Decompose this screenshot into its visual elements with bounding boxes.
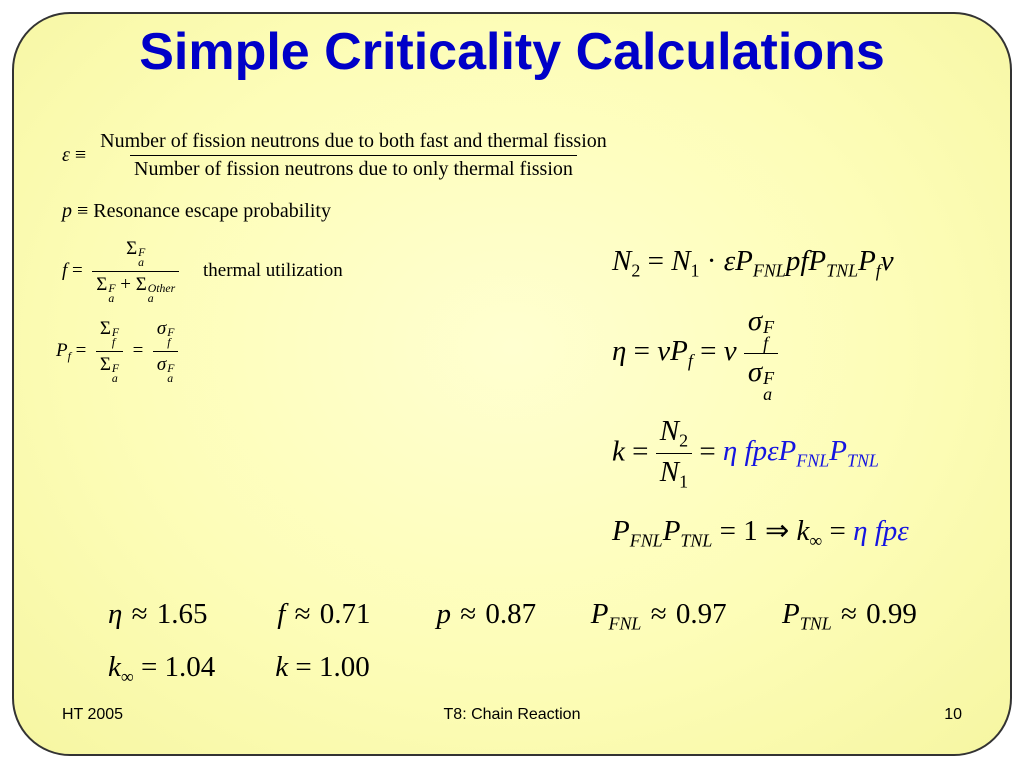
n2-equation: $N_2 = N_1 \cdot \varepsilon P_{FNL}pfP_{TNL}P_f\nu$ xyxy=(612,245,894,281)
footer-center: T8: Chain Reaction xyxy=(443,706,581,723)
result-k: k = 1.00 xyxy=(275,651,370,683)
epsilon-numerator: Number of fission neutrons due to both fast and thermal fission xyxy=(100,130,607,152)
eta-equation: $\eta = \nu P_f = \nu$ σ F f σ F a xyxy=(612,305,778,402)
f-fraction: Σ F a Σ F a + Σ Other a xyxy=(92,238,179,305)
p-definition-text: Resonance escape probability xyxy=(93,200,331,222)
pf-fraction-sigma: Σ F f Σ F a xyxy=(96,318,123,385)
epsilon-denominator: Number of fission neutrons due to only thermal fission xyxy=(130,155,577,181)
pf-fraction-xs: σ F f σ F a xyxy=(153,318,179,385)
footer-page-number: 10 xyxy=(944,706,962,723)
f-label: thermal utilization xyxy=(202,259,343,281)
k-infinity-equation: $P_{FNL}P_{TNL} = 1$ ⇒ $k_\infty = \eta$ fpε xyxy=(612,515,909,551)
f-definition: f = Σ F a Σ F a + Σ Other a thermal utilization xyxy=(62,238,343,306)
epsilon-fraction xyxy=(96,130,611,181)
pf-definition: $P_f$ = Σ F f Σ F a = σ F f σ F a xyxy=(56,318,178,385)
result-p: p ≈ 0.87 xyxy=(436,598,537,630)
result-f: f ≈ 0.71 xyxy=(277,598,371,630)
result-eta: η ≈ 1.65 xyxy=(108,598,208,630)
results-line-1 xyxy=(108,598,917,634)
footer-left: HT 2005 xyxy=(62,706,124,723)
results-line-2 xyxy=(108,651,370,687)
epsilon-definition: ε ≡ Number of fission neutrons due to both fast and thermal fission Number of fission neutrons due to only thermal fission xyxy=(62,130,611,181)
slide-title: Simple Criticality Calculations xyxy=(139,23,885,81)
epsilon-symbol: ε xyxy=(62,144,70,166)
result-pfnl: $P_{FNL} \approx 0.97$ xyxy=(590,598,727,634)
result-k-infinity: $k_\infty = 1.04$ xyxy=(108,651,216,687)
k-equation: k = $\frac{N_2}{N_1}$ = η $fp\varepsilon P_{FNL}P_{TNL}$ xyxy=(612,415,879,492)
result-ptnl: $P_{TNL} \approx 0.99$ xyxy=(782,598,917,634)
p-definition: p ≡ Resonance escape probability xyxy=(62,200,331,222)
